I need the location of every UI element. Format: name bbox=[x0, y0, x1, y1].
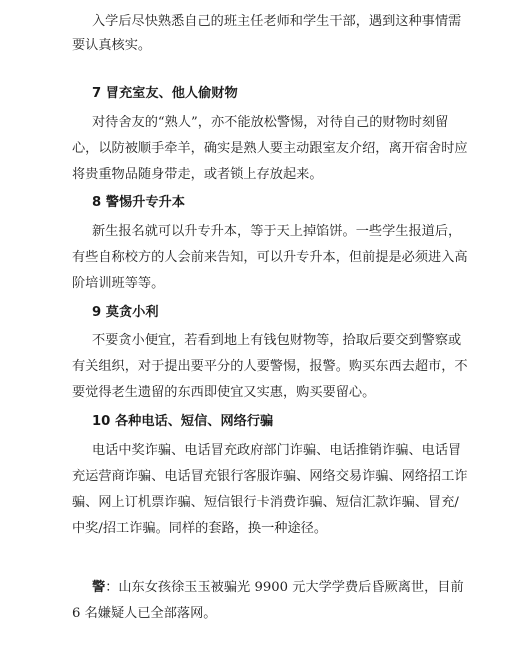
section-9-heading: 9 莫贪小利 bbox=[92, 305, 159, 320]
section-8-line-1: 新生报名就可以升专升本，等于天上掉馅饼。一些学生报道后， bbox=[92, 224, 462, 239]
section-10-line-2: 充运营商诈骗、电话冒充银行客服诈骗、网络交易诈骗、网络招工诈 bbox=[72, 469, 468, 484]
intro-line-1: 入学后尽快熟悉自己的班主任老师和学生干部，遇到这种事情需 bbox=[92, 14, 462, 29]
section-7-line-1: 对待舍友的“熟人”，亦不能放松警惕，对待自己的财物时刻留 bbox=[92, 115, 449, 130]
section-10-line-3: 骗、网上订机票诈骗、短信银行卡消费诈骗、短信汇款诈骗、冒充/ bbox=[72, 495, 459, 510]
section-7-line-2: 心，以防被顺手牵羊，确实是熟人要主动跟室友介绍，离开宿舍时应 bbox=[72, 141, 468, 156]
section-10-line-1: 电话中奖诈骗、电话冒充政府部门诈骗、电话推销诈骗、电话冒 bbox=[92, 443, 462, 458]
warning-line-2: 6 名嫌疑人已全部落网。 bbox=[72, 606, 217, 621]
warning-text: ：山东女孩徐玉玉被骗光 9900 元大学学费后昏厥离世，目前 bbox=[105, 580, 464, 595]
section-10-heading: 10 各种电话、短信、网络行骗 bbox=[92, 414, 274, 429]
section-9-line-2: 有关组织，对于提出要平分的人要警惕，报警。购买东西去超市，不 bbox=[72, 359, 468, 374]
warning-label: 警 bbox=[92, 580, 106, 595]
section-8-heading: 8 警惕升专升本 bbox=[92, 195, 185, 210]
section-7-heading: 7 冒充室友、他人偷财物 bbox=[92, 86, 238, 101]
section-9-line-1: 不要贪小便宜，若看到地上有钱包财物等，拾取后要交到警察或 bbox=[92, 333, 462, 348]
section-7-line-3: 将贵重物品随身带走，或者锁上存放起来。 bbox=[72, 167, 323, 182]
section-10-line-4: 中奖/招工诈骗。同样的套路，换一种途径。 bbox=[72, 521, 328, 536]
warning-line-1 bbox=[92, 578, 464, 598]
section-8-line-3: 阶培训班等等。 bbox=[72, 276, 165, 291]
section-9-line-3: 要觉得老生遗留的东西即使宜又实惠，购买要留心。 bbox=[72, 385, 376, 400]
section-8-line-2: 有些自称校方的人会前来告知，可以升专升本，但前提是必须进入高 bbox=[72, 250, 468, 265]
intro-line-2: 要认真核实。 bbox=[72, 38, 152, 53]
